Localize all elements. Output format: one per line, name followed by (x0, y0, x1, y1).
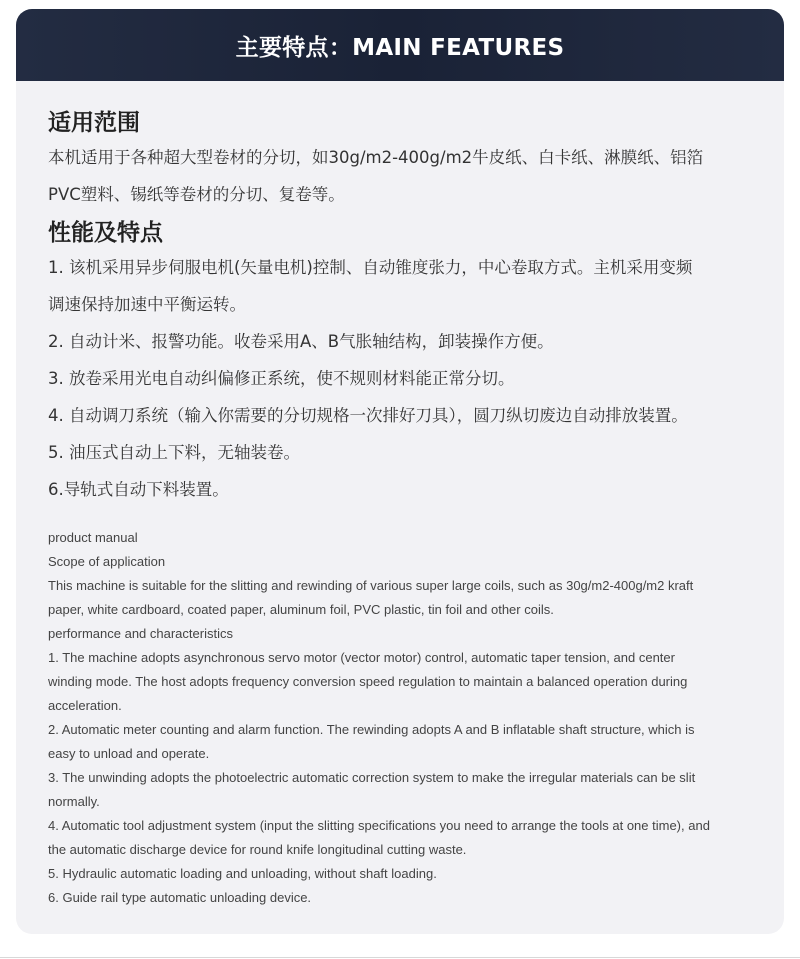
english-line: 6. Guide rail type automatic unloading device. (48, 890, 312, 905)
english-description (48, 526, 784, 910)
page-title: 主要特点：MAIN FEATURES (235, 34, 565, 61)
english-line: acceleration. (48, 698, 122, 713)
english-line: product manual (48, 530, 138, 545)
english-line: winding mode. The host adopts frequency conversion speed regulation to maintain a balanced operation during (48, 674, 688, 689)
features-card (16, 9, 784, 934)
scope-heading: 适用范围 (48, 110, 140, 136)
english-line: This machine is suitable for the slitting and rewinding of various super large coils, such as 30g/m2-400g/m2 kraft (48, 578, 694, 593)
feature-line: 5. 油压式自动上下料，无轴装卷。 (48, 443, 300, 462)
feature-line: 调速保持加速中平衡运转。 (48, 295, 246, 314)
english-line: 4. Automatic tool adjustment system (input the slitting specifications you need to arrange the tools at one time), and (48, 818, 710, 833)
feature-line: 1. 该机采用异步伺服电机(矢量电机)控制、自动锥度张力，中心卷取方式。主机采用变频 (48, 258, 693, 277)
english-line: 5. Hydraulic automatic loading and unloading, without shaft loading. (48, 866, 437, 881)
features-heading: 性能及特点 (48, 220, 163, 246)
english-line: 2. Automatic meter counting and alarm function. The rewinding adopts A and B inflatable shaft structure, which is (48, 722, 695, 737)
content-area (16, 81, 784, 910)
scope-line: PVC塑料、锡纸等卷材的分切、复卷等。 (48, 185, 345, 204)
header-banner (16, 9, 784, 81)
english-line: 1. The machine adopts asynchronous servo motor (vector motor) control, automatic taper tension, and center (48, 650, 675, 665)
scope-line: 本机适用于各种超大型卷材的分切，如30g/m2-400g/m2牛皮纸、白卡纸、淋膜纸、铝箔 (48, 148, 704, 167)
english-line: easy to unload and operate. (48, 746, 210, 761)
feature-line: 2. 自动计米、报警功能。收卷采用A、B气胀轴结构，卸装操作方便。 (48, 332, 554, 351)
english-line: performance and characteristics (48, 626, 233, 641)
bottom-divider (0, 957, 800, 958)
english-line: Scope of application (48, 554, 166, 569)
feature-line: 6.导轨式自动下料装置。 (48, 480, 229, 499)
feature-line: 4. 自动调刀系统（输入你需要的分切规格一次排好刀具），圆刀纵切废边自动排放装置。 (48, 406, 688, 425)
english-line: paper, white cardboard, coated paper, aluminum foil, PVC plastic, tin foil and other coils. (48, 602, 554, 617)
english-line: the automatic discharge device for round knife longitudinal cutting waste. (48, 842, 467, 857)
english-line: 3. The unwinding adopts the photoelectric automatic correction system to make the irregular materials can be slit (48, 770, 696, 785)
feature-line: 3. 放卷采用光电自动纠偏修正系统，使不规则材料能正常分切。 (48, 369, 515, 388)
english-line: normally. (48, 794, 100, 809)
